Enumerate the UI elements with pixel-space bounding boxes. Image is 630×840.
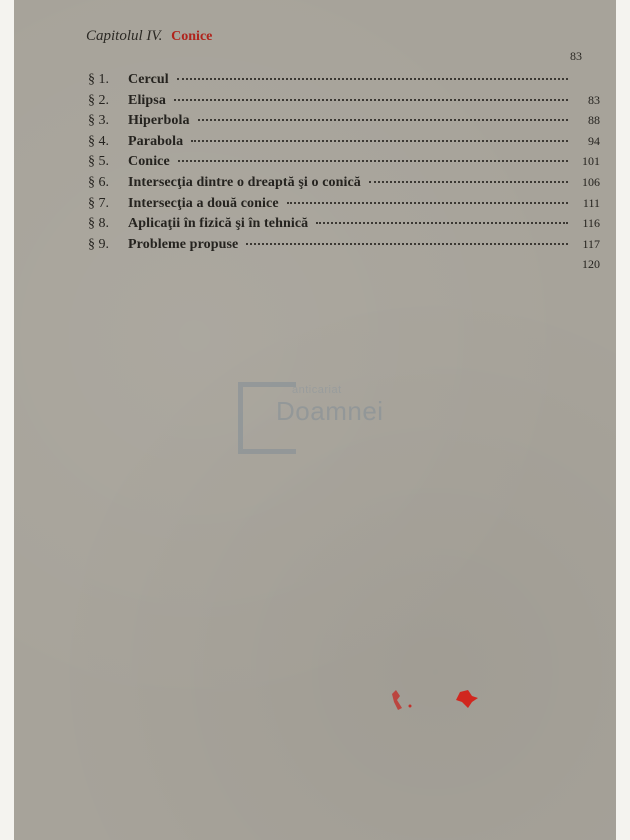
toc-entry-number: § 6. — [88, 174, 109, 190]
toc-entry-page: 88 — [588, 113, 600, 128]
toc-leader-dots — [198, 115, 568, 121]
toc-entry — [88, 237, 600, 258]
toc-entry-page: 120 — [582, 257, 600, 272]
toc-entry-page: 101 — [582, 154, 600, 169]
toc-entry-number: § 1. — [88, 72, 109, 87]
toc-entry — [88, 113, 600, 134]
red-ink-stain-icon — [388, 686, 498, 716]
toc-entry — [88, 72, 600, 93]
toc-entry-label: Conice — [128, 154, 170, 170]
toc-entry — [88, 154, 600, 175]
toc-leader-dots — [287, 198, 568, 204]
toc-entry-label: Probleme propuse — [128, 236, 239, 252]
book-page — [14, 0, 616, 840]
toc-entry-number: § 7. — [88, 195, 109, 211]
watermark-big-text: Doamnei — [276, 396, 384, 426]
toc-leader-dots — [191, 136, 568, 142]
toc-entry-page: 94 — [588, 133, 600, 148]
toc-entry-number: § 2. — [88, 92, 109, 108]
toc-entry-label: Hiperbola — [128, 113, 190, 129]
table-of-contents — [88, 72, 600, 278]
toc-leader-dots — [178, 156, 568, 162]
toc-entry — [88, 134, 600, 155]
toc-entry-label: Intersecţia dintre o dreaptă şi o conică — [128, 174, 361, 190]
toc-entry-label: Elipsa — [128, 92, 166, 108]
chapter-lead: Capitolul IV. — [86, 28, 163, 44]
toc-entry — [88, 196, 600, 217]
watermark-small-text: anticariat — [292, 384, 342, 396]
toc-entry — [88, 257, 600, 278]
toc-entry-page: 106 — [582, 174, 600, 189]
toc-entry-number: § 4. — [88, 133, 109, 149]
toc-entry-page: 83 — [588, 92, 600, 107]
toc-entry-page: 116 — [582, 216, 600, 231]
toc-entry-page: 117 — [582, 236, 600, 251]
toc-entry-label: Aplicaţii în fizică şi în tehnică — [128, 216, 309, 232]
toc-leader-dots — [177, 74, 568, 80]
toc-leader-dots — [316, 218, 568, 224]
toc-leader-dots — [174, 95, 568, 101]
chapter-title: Conice — [171, 29, 213, 44]
chapter-page-number: 83 — [570, 49, 582, 63]
toc-entry — [88, 175, 600, 196]
chapter-heading — [86, 28, 212, 45]
toc-entry-number: § 3. — [88, 113, 109, 129]
toc-entry-page: 111 — [582, 195, 600, 210]
toc-entry-label: Cercul — [128, 72, 169, 87]
toc-entry-label: Intersecţia a două conice — [128, 195, 279, 211]
toc-leader-dots — [246, 239, 568, 245]
toc-entry-number: § 5. — [88, 154, 109, 170]
toc-entry-label: Parabola — [128, 133, 184, 149]
toc-leader-dots — [369, 177, 568, 183]
toc-entry — [88, 216, 600, 237]
watermark-logo — [238, 382, 418, 460]
toc-entry-number: § 9. — [88, 236, 109, 252]
toc-entry-number: § 8. — [88, 216, 109, 232]
toc-entry — [88, 93, 600, 114]
